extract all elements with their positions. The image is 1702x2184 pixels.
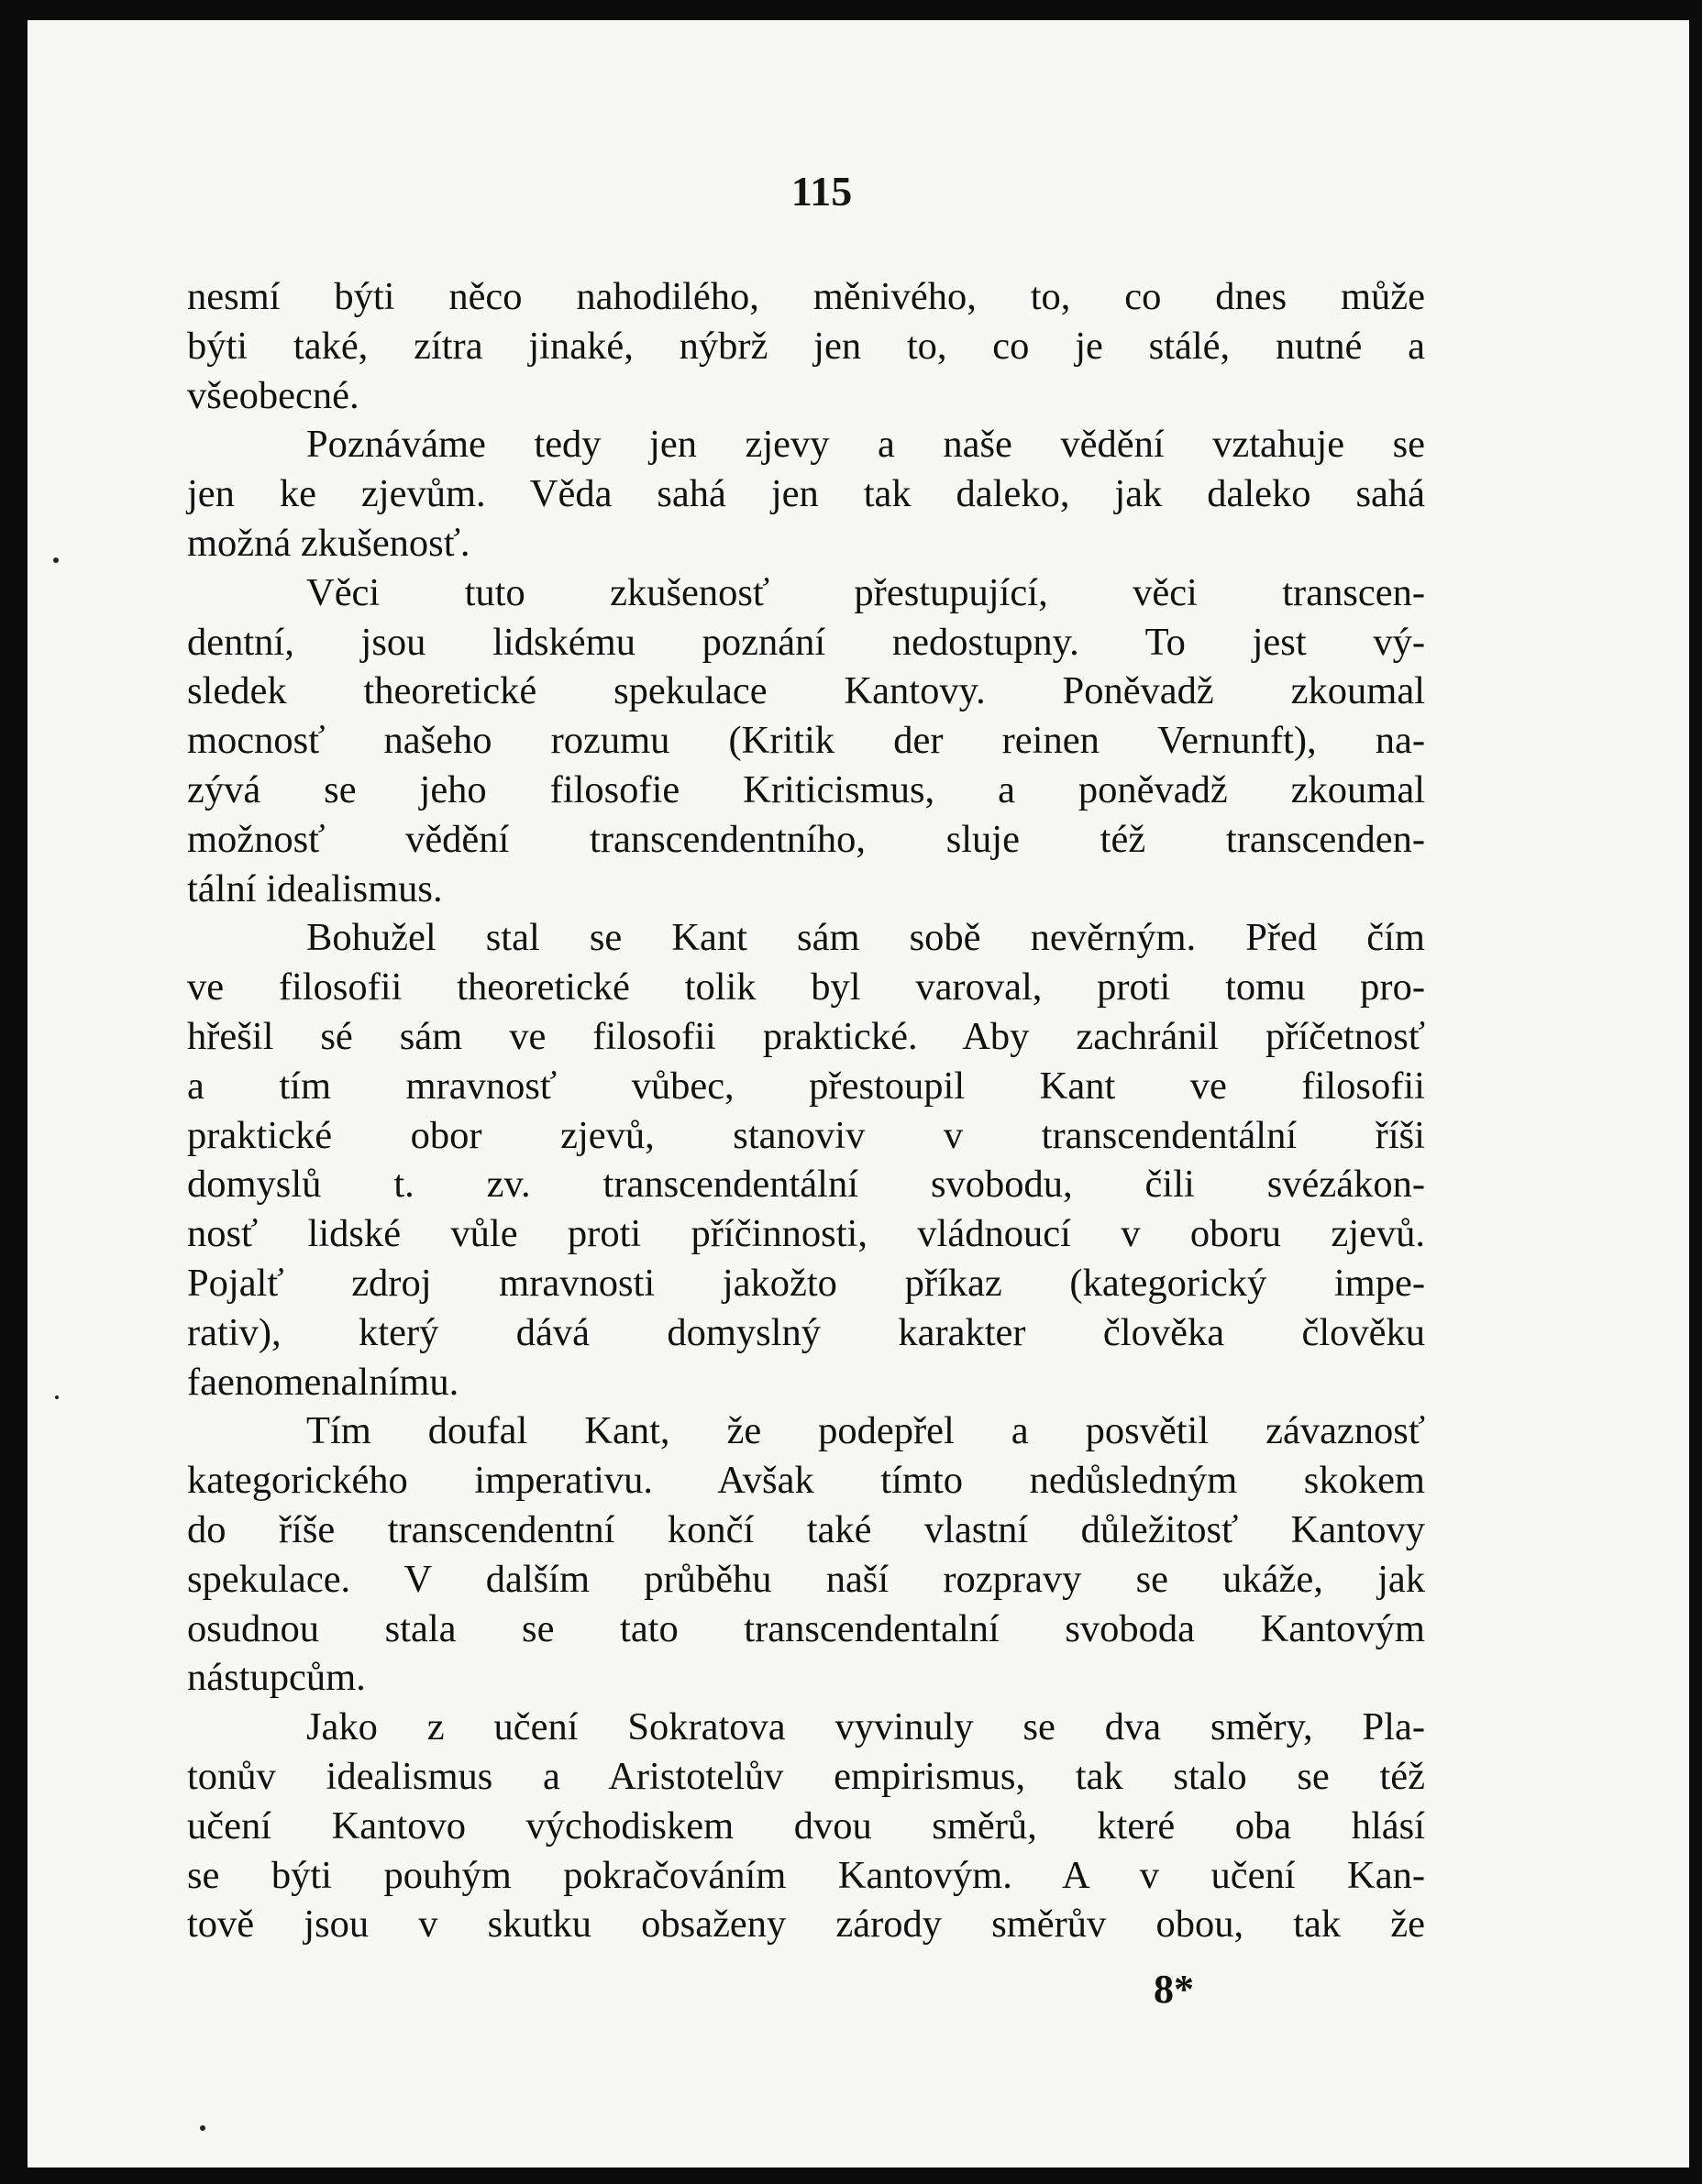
text-line: jen ke zjevům. Věda sahá jen tak daleko, jak daleko sahá xyxy=(187,472,1425,516)
text-line: tální idealismus. xyxy=(187,866,443,910)
text-line: možná zkušenosť. xyxy=(187,521,470,565)
text-line: Pojalť zdroj mravnosti jakožto příkaz (kategorický impe- xyxy=(187,1261,1425,1305)
text-line: tově jsou v skutku obsaženy zárody směrův obou, tak že xyxy=(187,1903,1425,1947)
text-line: možnosť vědění transcendentního, sluje též transcenden- xyxy=(187,817,1425,861)
text-line: nesmí býti něco nahodilého, měnivého, to, co dnes může xyxy=(187,275,1425,318)
text-line: do říše transcendentní končí také vlastní důležitosť Kantovy xyxy=(187,1507,1425,1551)
text-line: Věci tuto zkušenosť přestupující, věci transcen- xyxy=(306,570,1425,614)
scan-speck xyxy=(200,2125,205,2131)
text-line: praktické obor zjevů, stanoviv v transcendentální říši xyxy=(187,1113,1425,1157)
text-line: Jako z učení Sokratova vyvinuly se dva směry, Pla- xyxy=(306,1705,1425,1749)
text-line: osudnou stala se tato transcendentalní svoboda Kantovým xyxy=(187,1606,1425,1650)
text-line: tonův idealismus a Aristotelův empirismus, tak stalo se též xyxy=(187,1754,1425,1798)
text-line: ve filosofii theoretické tolik byl varoval, proti tomu pro- xyxy=(187,965,1425,1009)
text-line: kategorického imperativu. Avšak tímto nedůsledným skokem xyxy=(187,1459,1425,1503)
text-line: rativ), který dává domyslný karakter člověka člověku xyxy=(187,1310,1425,1354)
text-line: Bohužel stal se Kant sám sobě nevěrným. Před čím xyxy=(306,916,1425,960)
text-line: nosť lidské vůle proti příčinnosti, vládnoucí v oboru zjevů. xyxy=(187,1212,1425,1256)
text-line: spekulace. V dalším průběhu naší rozpravy se ukáže, jak xyxy=(187,1557,1425,1601)
scan-speck xyxy=(53,557,59,563)
text-line: a tím mravnosť vůbec, přestoupil Kant ve filosofii xyxy=(187,1064,1425,1108)
text-line: dentní, jsou lidskému poznání nedostupny. To jest vý- xyxy=(187,620,1425,664)
text-line: nástupcům. xyxy=(187,1656,366,1700)
book-page xyxy=(28,20,1689,2167)
text-line: býti také, zítra jinaké, nýbrž jen to, co je stálé, nutné a xyxy=(187,324,1425,368)
body-text xyxy=(187,272,1425,1949)
text-line: Tím doufal Kant, že podepřel a posvětil závaznosť xyxy=(306,1409,1425,1453)
text-line: domyslů t. zv. transcendentální svobodu, čili svézákon- xyxy=(187,1163,1425,1207)
text-line: se býti pouhým pokračováním Kantovým. A v učení Kan- xyxy=(187,1853,1425,1897)
scan-speck xyxy=(55,1395,59,1399)
text-line: faenomenalnímu. xyxy=(187,1360,459,1404)
text-line: sledek theoretické spekulace Kantovy. Poněvadž zkoumal xyxy=(187,669,1425,713)
text-line: všeobecné. xyxy=(187,373,359,417)
signature-mark: 8* xyxy=(1154,1967,1194,2012)
text-line: zývá se jeho filosofie Kriticismus, a poněvadž zkoumal xyxy=(187,767,1425,811)
text-line: Poznáváme tedy jen zjevy a naše vědění vztahuje se xyxy=(306,423,1425,467)
text-line: hřešil sé sám ve filosofii praktické. Aby zachránil příčetnosť xyxy=(187,1014,1425,1058)
text-line: učení Kantovo východiskem dvou směrů, které oba hlásí xyxy=(187,1803,1425,1848)
text-line: mocnosť našeho rozumu (Kritik der reinen Vernunft), na- xyxy=(187,719,1425,763)
page-number: 115 xyxy=(790,168,853,215)
